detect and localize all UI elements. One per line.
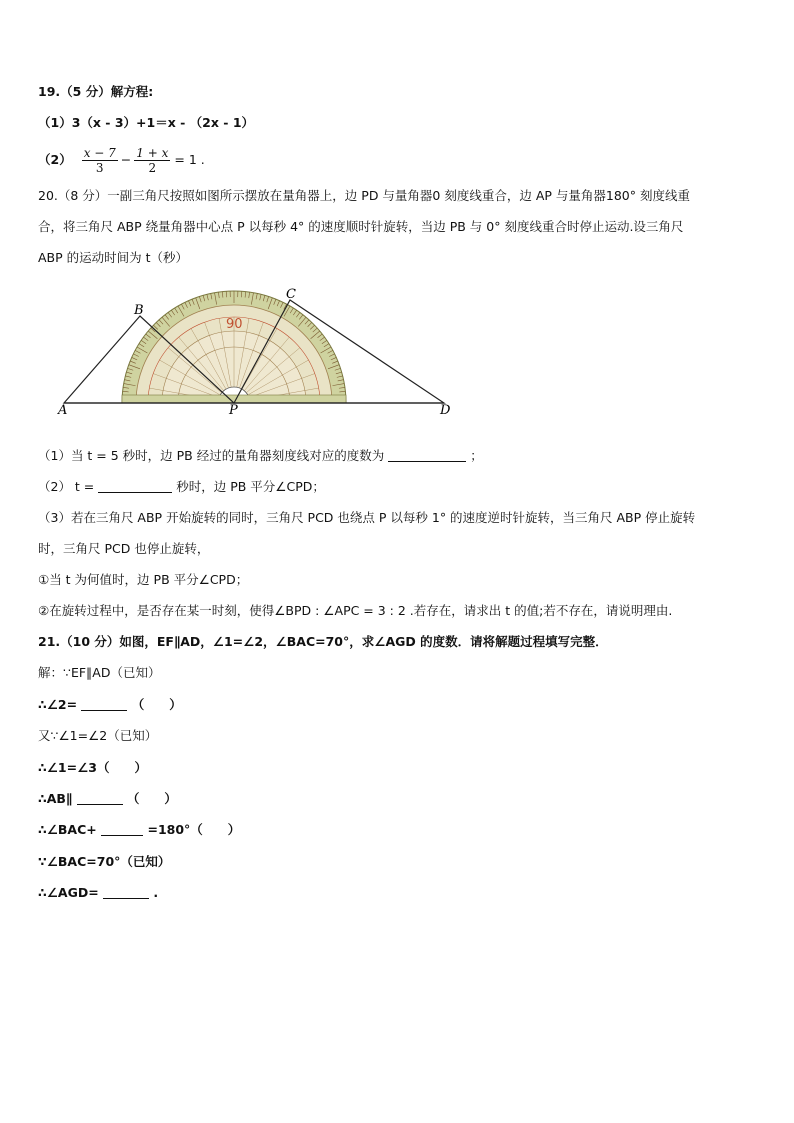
q19-equals-one: = 1 .: [174, 152, 205, 167]
q21-line-4: ∴∠1=∠3（ ）: [38, 760, 147, 775]
q19-frac2-numerator: 1 + x: [136, 145, 169, 160]
q21-line-3: 又∵∠1=∠2（已知）: [38, 728, 158, 743]
q20-intro-line-2: 合，将三角尺 ABP 绕量角器中心点 P 以每秒 4° 的速度顺时针旋转，当边 PB 与 0° 刻度线重合时停止运动.设三角尺: [38, 219, 684, 234]
protractor-diagram: [50, 282, 470, 422]
q19-part1: （1）3（x - 3）+1＝x - （2x - 1）: [38, 115, 255, 130]
q21-header: 21.（10 分）如图，EF∥AD，∠1=∠2，∠BAC=70°，求∠AGD 的度数．请将解题过程填写完整．: [38, 634, 608, 649]
q21-line-8-blank[interactable]: [103, 886, 149, 899]
q21-line-6-reason: =180°（ ）: [147, 822, 241, 837]
q20-sub2-text: （2） t =: [38, 479, 95, 494]
q21-line-2-reason: （ ）: [131, 697, 182, 712]
q20-sub1-end: ；: [470, 448, 483, 463]
q19-frac1-denominator: 3: [95, 160, 104, 175]
q20-sub1-text: （1）当 t = 5 秒时，边 PB 经过的量角器刻度线对应的度数为: [38, 448, 385, 463]
q21-line-6-blank[interactable]: [101, 823, 143, 836]
q19-fraction-2: [134, 146, 170, 175]
q20-sub2: [38, 479, 325, 495]
q19-header: 19.（5 分）解方程:: [38, 84, 154, 99]
q21-line-6: [38, 822, 240, 838]
q21-line-2: [38, 697, 182, 713]
q20-sub2-end: 秒时，边 PB 平分∠CPD；: [176, 479, 325, 494]
q20-sub3-question-2: ②在旋转过程中，是否存在某一时刻，使得∠BPD : ∠APC = 3 : 2 .若存在，请求出 t 的值;若不存在，请说明理由.: [38, 603, 673, 618]
q21-line-5-reason: （ ）: [126, 791, 177, 806]
q20-sub2-blank[interactable]: [98, 480, 172, 493]
q21-line-5: [38, 791, 177, 807]
q20-sub3-question-1: ①当 t 为何值时，边 PB 平分∠CPD；: [38, 572, 249, 587]
protractor-label-90: 90: [226, 317, 243, 332]
q21-line-6-text: ∴∠BAC+: [38, 822, 97, 837]
q19-part2: [38, 142, 205, 178]
protractor-figure: [50, 282, 470, 422]
label-D: D: [440, 403, 451, 418]
q19-frac1-numerator: x − 7: [83, 145, 116, 160]
q21-line-1: 解：∵EF∥AD（已知）: [38, 665, 161, 680]
q20-sub3-line-2: 时，三角尺 PCD 也停止旋转，: [38, 541, 210, 556]
q20-sub3-line-1: （3）若在三角尺 ABP 开始旋转的同时，三角尺 PCD 也绕点 P 以每秒 1° 的速度逆时针旋转，当三角尺 ABP 停止旋转: [38, 510, 696, 525]
q20-intro-line-1: 20.（8 分）一副三角尺按照如图所示摆放在量角器上，边 PD 与量角器0 刻度线重合，边 AP 与量角器180° 刻度线重: [38, 188, 690, 203]
q21-line-8: [38, 885, 158, 901]
q20-intro-line-3: ABP 的运动时间为 t（秒）: [38, 250, 189, 265]
q19-fraction-1: [82, 146, 118, 175]
q21-line-5-text: ∴AB∥: [38, 791, 73, 806]
q19-minus: −: [120, 152, 132, 167]
q21-line-2-blank[interactable]: [81, 698, 127, 711]
q21-line-8-text: ∴∠AGD=: [38, 885, 99, 900]
q21-line-5-blank[interactable]: [77, 792, 123, 805]
q21-line-2-text: ∴∠2=: [38, 697, 78, 712]
label-P: P: [229, 403, 238, 418]
q21-line-8-end: .: [153, 885, 159, 900]
q19-part2-label: （2）: [38, 152, 72, 167]
q19-frac2-denominator: 2: [148, 160, 157, 175]
q21-line-7: ∵∠BAC=70°（已知）: [38, 854, 171, 869]
q20-sub1: [38, 448, 483, 464]
label-B: B: [134, 303, 144, 318]
label-C: C: [286, 287, 296, 302]
q20-sub1-blank[interactable]: [388, 449, 466, 462]
label-A: A: [58, 403, 68, 418]
